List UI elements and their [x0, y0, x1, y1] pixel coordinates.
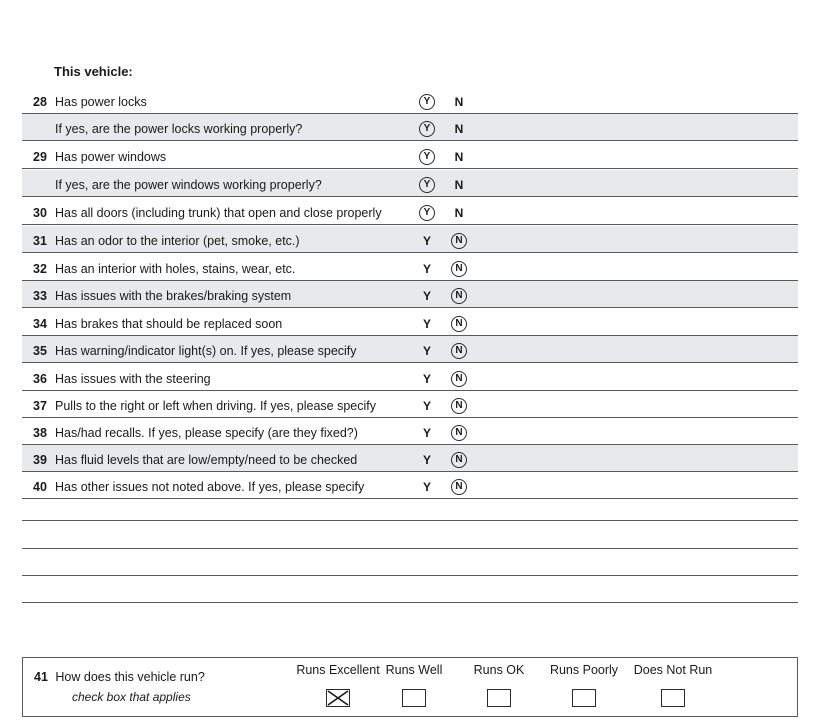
no-option[interactable]: N	[451, 343, 467, 359]
question-number: 32	[33, 262, 47, 276]
question-number: 29	[33, 150, 47, 164]
run-option	[469, 663, 529, 707]
question-text: Has power windows	[55, 150, 167, 164]
yes-option[interactable]: Y	[419, 121, 435, 137]
no-option[interactable]: N	[451, 288, 467, 304]
question-number: 31	[33, 234, 47, 248]
question-text: Has warning/indicator light(s) on. If yes, please specify	[55, 344, 357, 358]
run-question-number: 41	[34, 670, 48, 684]
run-option-checkbox[interactable]	[661, 689, 685, 707]
yes-option[interactable]: Y	[422, 234, 431, 248]
yes-option[interactable]: Y	[422, 372, 431, 386]
question-text: Has an odor to the interior (pet, smoke, etc.)	[55, 234, 300, 248]
question-row	[22, 418, 798, 445]
run-question-text: How does this vehicle run?	[55, 670, 205, 684]
yes-option[interactable]: Y	[422, 399, 431, 413]
no-option[interactable]: N	[454, 122, 464, 136]
question-row	[22, 309, 798, 336]
run-option	[624, 663, 722, 707]
yes-option[interactable]: Y	[419, 149, 435, 165]
no-option[interactable]: N	[451, 479, 467, 495]
no-option[interactable]: N	[451, 398, 467, 414]
no-option[interactable]: N	[451, 233, 467, 249]
question-number: 28	[33, 95, 47, 109]
question-number: 33	[33, 289, 47, 303]
question-text: If yes, are the power windows working properly?	[55, 178, 322, 192]
question-row	[22, 198, 798, 225]
run-option-label: Runs OK	[473, 663, 525, 677]
question-text: Has/had recalls. If yes, please specify (are they fixed?)	[55, 426, 358, 440]
question-number: 36	[33, 372, 47, 386]
question-number: 39	[33, 453, 47, 467]
run-option-checkbox[interactable]	[487, 689, 511, 707]
no-option[interactable]: N	[454, 150, 464, 164]
question-number: 34	[33, 317, 47, 331]
run-option-checkbox[interactable]	[572, 689, 596, 707]
question-row	[22, 336, 798, 363]
run-question-hint: check box that applies	[72, 690, 191, 704]
yes-option[interactable]: Y	[419, 94, 435, 110]
no-option[interactable]: N	[451, 316, 467, 332]
yes-option[interactable]: Y	[419, 177, 435, 193]
run-option-checkbox[interactable]	[326, 689, 350, 707]
question-text: Has all doors (including trunk) that open and close properly	[55, 206, 382, 220]
question-text: Has brakes that should be replaced soon	[55, 317, 283, 331]
no-option[interactable]: N	[451, 425, 467, 441]
question-text: Has issues with the brakes/braking system	[55, 289, 292, 303]
question-number: 35	[33, 344, 47, 358]
question-row	[22, 391, 798, 418]
run-option	[542, 663, 626, 707]
question-text: If yes, are the power locks working properly?	[55, 122, 303, 136]
question-text: Has power locks	[55, 95, 147, 109]
specify-line[interactable]	[22, 520, 798, 521]
check-x-icon	[327, 690, 349, 706]
run-option-label: Runs Excellent	[296, 663, 380, 677]
question-row	[22, 170, 798, 197]
question-row	[22, 281, 798, 308]
yes-option[interactable]: Y	[422, 289, 431, 303]
run-option	[379, 663, 449, 707]
question-number: 30	[33, 206, 47, 220]
yes-option[interactable]: Y	[422, 262, 431, 276]
yes-option[interactable]: Y	[419, 205, 435, 221]
no-option[interactable]: N	[451, 452, 467, 468]
run-question	[34, 670, 205, 684]
question-text: Has other issues not noted above. If yes, please specify	[55, 480, 365, 494]
no-option[interactable]: N	[454, 206, 464, 220]
question-number: 38	[33, 426, 47, 440]
specify-line[interactable]	[22, 575, 798, 576]
specify-line[interactable]	[22, 548, 798, 549]
question-number: 37	[33, 399, 47, 413]
question-row	[22, 472, 798, 499]
no-option[interactable]: N	[454, 178, 464, 192]
no-option[interactable]: N	[451, 371, 467, 387]
run-option-label: Runs Well	[385, 663, 443, 677]
question-row	[22, 445, 798, 472]
run-option-label: Runs Poorly	[549, 663, 619, 677]
question-text: Has issues with the steering	[55, 372, 211, 386]
question-row	[22, 142, 798, 169]
form-heading: This vehicle:	[54, 64, 133, 79]
question-row	[22, 226, 798, 253]
yes-option[interactable]: Y	[422, 344, 431, 358]
question-text: Has an interior with holes, stains, wear, etc.	[55, 262, 296, 276]
no-option[interactable]: N	[454, 95, 464, 109]
question-row	[22, 114, 798, 141]
question-row	[22, 364, 798, 391]
yes-option[interactable]: Y	[422, 317, 431, 331]
question-text: Has fluid levels that are low/empty/need to be checked	[55, 453, 358, 467]
question-text: Pulls to the right or left when driving. If yes, please specify	[55, 399, 376, 413]
yes-option[interactable]: Y	[422, 453, 431, 467]
no-option[interactable]: N	[451, 261, 467, 277]
question-row	[22, 87, 798, 114]
specify-line[interactable]	[22, 602, 798, 603]
run-option-label: Does Not Run	[633, 663, 713, 677]
question-row	[22, 254, 798, 281]
run-option-checkbox[interactable]	[402, 689, 426, 707]
question-number: 40	[33, 480, 47, 494]
run-condition-section	[22, 657, 798, 717]
run-option	[288, 663, 388, 707]
yes-option[interactable]: Y	[422, 480, 431, 494]
yes-option[interactable]: Y	[422, 426, 431, 440]
